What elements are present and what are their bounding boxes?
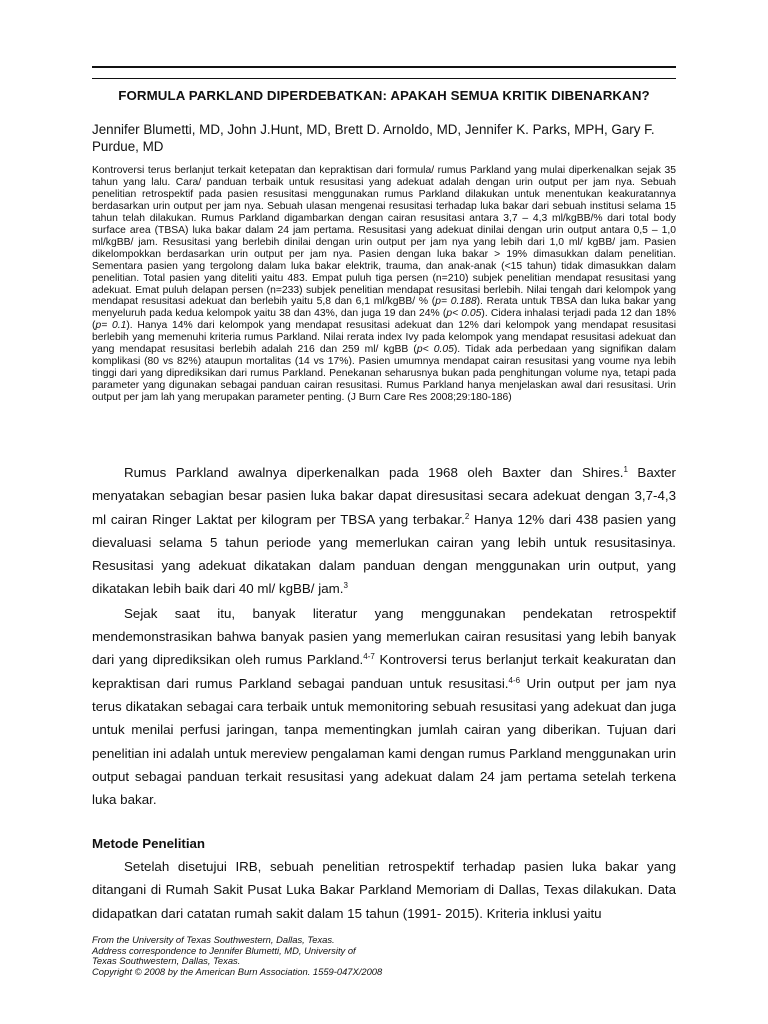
reference-marker: 4-7 — [363, 652, 375, 662]
text-run: Baxter menyatakan sebagian besar pasien luka bakar dapat diresusitasi secara adekuat dengan 3,7-4,3 ml cairan Ringer Laktat per kilogram per TBSA yang terbakar. — [92, 465, 676, 527]
footnote-line: Address correspondence to Jennifer Blumetti, MD, University of — [92, 944, 356, 956]
author-list: Jennifer Blumetti, MD, John J.Hunt, MD, Brett D. Arnoldo, MD, Jennifer K. Parks, MPH, Gary F. Purdue, MD — [92, 122, 655, 154]
body-paragraph — [92, 461, 676, 601]
body-paragraph — [92, 602, 676, 812]
footnote-line: Copyright © 2008 by the American Burn Association. 1559-047X/2008 — [92, 965, 383, 977]
methods — [92, 855, 676, 925]
reference-marker: 4-6 — [508, 675, 521, 685]
section-heading: Metode Penelitian — [92, 836, 206, 851]
text-run: Sejak saat itu, banyak literatur yang menggunakan pendekatan retrospektif mendemonstrasikan bahwa banyak pasien yang memerlukan cairan resusitasi yang lebih banyak dari yang diprediksikan oleh rumus Parkland. — [92, 605, 676, 668]
body-paragraph: Setelah disetujui IRB, sebuah penelitian retrospektif terhadap pasien luka bakar yang ditangani di Rumah Sakit Pusat Luka Bakar Parkland Memoriam di Dallas, Texas dilakukan. Data didapatkan dari catatan rumah sakit dalam 15 tahun (1991- 2015). Kriteria inklusi yaitu — [92, 859, 676, 921]
p-value: p< 0.05 — [446, 308, 482, 320]
introduction — [92, 461, 676, 811]
abstract-text: Kontroversi terus berlanjut terkait ketepatan dan kepraktisan dari formula/ rumus Parkland yang mulai diperkenalkan sejak 35 tahun yang lalu. Cara/ panduan terbaik untuk resusitasi yang adekuat adalah dengan urin output per jam nya. Sebuah penelitian retrospektif pada pasien resusitasi menggunakan rumus Parkland dilakukan untuk menentukan keakuratannya berdasarkan urin output per jam nya. Sebuah ulasan mengenai resusitasi terhadap luka bakar dari sebuah institusi selama 15 tahun telah dilakukan. Rumus Parkland digambarkan dengan cairan resusitasi antara 3,7 – 4,3 ml/kgBB/% dari total body surface area (TBSA) luka bakar dalam 24 jam pertama. Resusitasi yang adekuat dinilai dengan urin output antara 0,5 – 1,0 ml/kgBB/ jam. Resusitasi yang berlebih dinilai dengan urin output per jam nya yang lebih dari 1,0 ml/ kgBB/ jam. Pasien dikelompokkan berdasarkan urin output per jam nya. Pasien dengan luka bakar > 19% dimasukkan dalam penelitian. Sementara pasien yang tergolong dalam luka bakar elektrik, trauma, dan anak-anak (<15 tahun) tidak dimasukkan dalam penelitian. Total pasien yang diteliti yaitu 483. Empat puluh tiga persen (n=210) subjek penelitian mendapat resusitasi yang adekuat. Emat puluh delapan persen (n=233) subjek penelitian mendapat resusitasi berlebih. Nilai tengah dari kelompok yang mendapat resusitasi adekuat dan berlebih yaitu 5,8 dan 6,1 ml/kgBB/ % ( — [92, 165, 676, 308]
abstract — [92, 165, 676, 404]
p-value: p= 0.188 — [435, 296, 477, 308]
abstract-text: ). Cidera inhalasi terjadi pada 12 dan 18% ( — [92, 308, 676, 332]
reference-marker: 1 — [623, 465, 628, 474]
abstract-text: ). Hanya 14% dari kelompok yang mendapat resusitasi adekuat dan 12% dari kelompok yang mendapat resusitasi berlebih yang memenuhi kriteria rumus Parkland. Nilai rerata index Ivy pada kelompok yang mendapat resusitasi adekuat dan yang mendapat resusitasi berlebih adalah 216 dan 259 ml/ kgBB ( — [92, 320, 676, 356]
text-run: Kontroversi terus berlanjut terkait keakuratan dan kepraktisan dari rumus Parkland sebagai panduan untuk resusitasi. — [92, 652, 676, 691]
text-run: Hanya 12% dari 438 pasien yang dievaluasi selama 5 tahun periode yang memerlukan cairan yang lebih untuk resusitasinya. Resusitasi yang adekuat dikatakan dalam panduan dengan menggunakan urin output, yang dikatakan lebih baik dari 40 ml/ kgBB/ jam. — [92, 511, 676, 597]
footnote — [92, 935, 676, 977]
article-title: FORMULA PARKLAND DIPERDEBATKAN: APAKAH SEMUA KRITIK DIBENARKAN? — [118, 88, 650, 103]
footnote-line: Texas Southwestern, Dallas, Texas. — [92, 955, 241, 967]
abstract-text: ). Rerata untuk TBSA dan luka bakar yang menyeluruh pada kedua kelompok yaitu 38 dan 43%, dan juga 19 dan 24% ( — [92, 296, 676, 320]
text-run: Rumus Parkland awalnya diperkenalkan pada 1968 oleh Baxter dan Shires. — [124, 465, 624, 480]
footnote-line: From the University of Texas Southwestern, Dallas, Texas. — [92, 934, 335, 945]
top-rule-thick — [92, 66, 676, 68]
top-rule-thin — [92, 78, 676, 79]
p-value: p= 0.1 — [95, 320, 127, 332]
abstract-text: ). Tidak ada perbedaan yang signifikan dalam komplikasi (80 vs 82%) ataupun mortalitas (14 vs 17%). Pasien umumnya mendapat cairan resusitasi yang voume nya lebih tinggi dari yang diprediksikan dari rumus Parkland. Penekanan seharusnya bukan pada penghitungan volume nya, tetapi pada parameter yang digunakan sebagai panduan cairan resusitasi. Rumus Parkland hanya menjelaskan awal dari resusitasi. Urin output per jam lah yang merupakan parameter penting. (J Burn Care Res 2008;29:180-186) — [92, 344, 676, 404]
reference-marker: 2 — [464, 511, 470, 521]
p-value: p< 0.05 — [416, 344, 454, 356]
text-run: Urin output per jam nya terus dikatakan sebagai cara terbaik untuk memonitoring sebuah resusitasi yang adekuat dan juga untuk menilai perfusi jaringan, tanpa mementingkan jumlah cairan yang diberikan. Tujuan dari penelitian ini adalah untuk mereview pengalaman kami dengan rumus Parkland menggunakan urin output sebagai panduan terkait resusitasi yang adekuat dalam 24 jam pertama setelah terkena luka bakar. — [92, 675, 677, 808]
reference-marker: 3 — [343, 581, 348, 591]
